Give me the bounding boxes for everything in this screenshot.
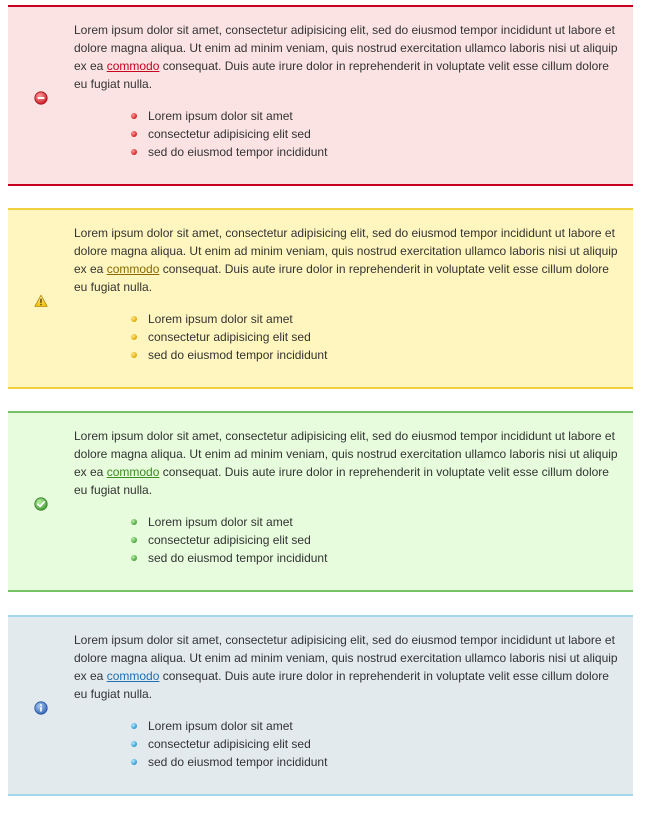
list-item bbox=[128, 107, 327, 125]
message-text-after-link: consequat. Duis aute irure dolor in reprehenderit in voluptate velit esse cillum dolore eu fugiat nulla. bbox=[74, 59, 609, 91]
list-item bbox=[128, 328, 327, 346]
error-message-list bbox=[128, 107, 327, 161]
message-text-before-link: Lorem ipsum dolor sit amet, consectetur adipisicing elit, sed do eiusmod tempor incididunt ut labore et dolore magna aliqua. Ut enim ad minim veniam, quis nostrud exercitation ullamco laboris nisi ut aliquip ex ea bbox=[74, 633, 618, 683]
success-check-icon bbox=[34, 497, 48, 511]
list-item-text: sed do eiusmod tempor incididunt bbox=[148, 145, 328, 159]
bullet-icon bbox=[131, 334, 137, 340]
info-message-box bbox=[8, 615, 633, 796]
list-item-text: consectetur adipisicing elit sed bbox=[148, 533, 311, 547]
message-text-after-link: consequat. Duis aute irure dolor in reprehenderit in voluptate velit esse cillum dolore eu fugiat nulla. bbox=[74, 465, 609, 497]
message-text-before-link: Lorem ipsum dolor sit amet, consectetur adipisicing elit, sed do eiusmod tempor incididunt ut labore et dolore magna aliqua. Ut enim ad minim veniam, quis nostrud exercitation ullamco laboris nisi ut aliquip ex ea bbox=[74, 23, 618, 73]
commodo-link[interactable]: commodo bbox=[106, 262, 160, 276]
error-message-box bbox=[8, 5, 633, 186]
list-item-text: sed do eiusmod tempor incididunt bbox=[148, 551, 328, 565]
message-text-before-link: Lorem ipsum dolor sit amet, consectetur adipisicing elit, sed do eiusmod tempor incididunt ut labore et dolore magna aliqua. Ut enim ad minim veniam, quis nostrud exercitation ullamco laboris nisi ut aliquip ex ea bbox=[74, 226, 618, 276]
error-icon bbox=[34, 91, 48, 105]
message-text-after-link: consequat. Duis aute irure dolor in reprehenderit in voluptate velit esse cillum dolore eu fugiat nulla. bbox=[74, 262, 609, 294]
list-item bbox=[128, 717, 327, 735]
list-item bbox=[128, 143, 327, 161]
warning-icon bbox=[34, 294, 48, 308]
list-item bbox=[128, 735, 327, 753]
info-message-list bbox=[128, 717, 327, 771]
success-message-list bbox=[128, 513, 327, 567]
list-item bbox=[128, 549, 327, 567]
bullet-icon bbox=[131, 149, 137, 155]
bullet-icon bbox=[131, 555, 137, 561]
message-text-before-link: Lorem ipsum dolor sit amet, consectetur adipisicing elit, sed do eiusmod tempor incididunt ut labore et dolore magna aliqua. Ut enim ad minim veniam, quis nostrud exercitation ullamco laboris nisi ut aliquip ex ea bbox=[74, 429, 618, 479]
list-item-text: Lorem ipsum dolor sit amet bbox=[148, 109, 293, 123]
list-item bbox=[128, 513, 327, 531]
bullet-icon bbox=[131, 113, 137, 119]
list-item-text: consectetur adipisicing elit sed bbox=[148, 127, 311, 141]
list-item bbox=[128, 125, 327, 143]
list-item bbox=[128, 531, 327, 549]
list-item-text: Lorem ipsum dolor sit amet bbox=[148, 515, 293, 529]
list-item bbox=[128, 753, 327, 771]
list-item-text: Lorem ipsum dolor sit amet bbox=[148, 719, 293, 733]
message-text-after-link: consequat. Duis aute irure dolor in reprehenderit in voluptate velit esse cillum dolore eu fugiat nulla. bbox=[74, 669, 609, 701]
commodo-link[interactable]: commodo bbox=[106, 669, 160, 683]
bullet-icon bbox=[131, 316, 137, 322]
bullet-icon bbox=[131, 537, 137, 543]
warning-message-text bbox=[74, 224, 622, 296]
error-message-text bbox=[74, 21, 622, 93]
list-item-text: sed do eiusmod tempor incididunt bbox=[148, 755, 328, 769]
commodo-link[interactable]: commodo bbox=[106, 465, 160, 479]
list-item-text: consectetur adipisicing elit sed bbox=[148, 737, 311, 751]
bullet-icon bbox=[131, 741, 137, 747]
bullet-icon bbox=[131, 352, 137, 358]
info-icon bbox=[34, 701, 48, 715]
bullet-icon bbox=[131, 131, 137, 137]
list-item-text: Lorem ipsum dolor sit amet bbox=[148, 312, 293, 326]
warning-message-list bbox=[128, 310, 327, 364]
list-item-text: consectetur adipisicing elit sed bbox=[148, 330, 311, 344]
success-message-text bbox=[74, 427, 622, 499]
list-item-text: sed do eiusmod tempor incididunt bbox=[148, 348, 328, 362]
list-item bbox=[128, 346, 327, 364]
success-message-box bbox=[8, 411, 633, 592]
bullet-icon bbox=[131, 723, 137, 729]
list-item bbox=[128, 310, 327, 328]
bullet-icon bbox=[131, 519, 137, 525]
commodo-link[interactable]: commodo bbox=[106, 59, 160, 73]
warning-message-box bbox=[8, 208, 633, 389]
bullet-icon bbox=[131, 759, 137, 765]
info-message-text bbox=[74, 631, 622, 703]
